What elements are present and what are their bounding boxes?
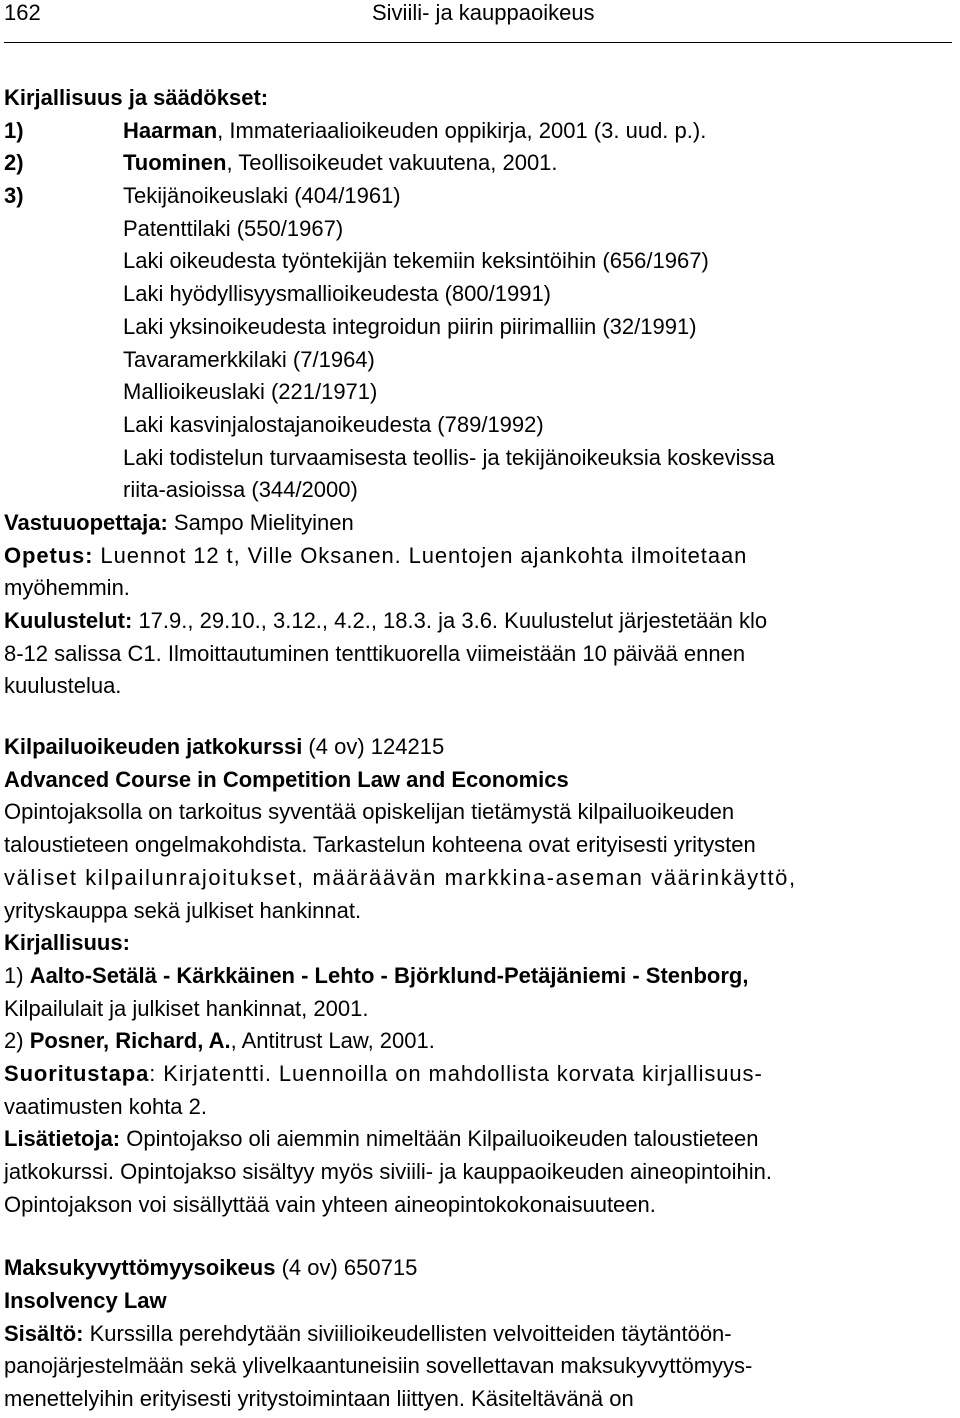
exams-text: 17.9., 29.10., 3.12., 4.2., 18.3. ja 3.6. Kuulustelut järjestetään klo <box>132 608 768 633</box>
completion-text-cont: vaatimusten kohta 2. <box>4 1093 208 1119</box>
law-item: Laki oikeudesta työntekijän tekemiin keksintöihin (656/1967) <box>123 248 709 274</box>
course-title: Maksukyvyttömyysoikeus <box>4 1255 276 1281</box>
content-label: Sisältö: <box>4 1320 84 1346</box>
reference-number: 2) <box>4 150 24 176</box>
course-description: Opintojaksolla on tarkoitus syventää opiskelijan tietämystä kilpailuoikeuden <box>4 799 735 825</box>
course-english-title: Insolvency Law <box>4 1288 167 1314</box>
reference-3 <box>4 180 956 213</box>
literature-heading: Kirjallisuus ja säädökset: <box>4 85 269 110</box>
law-item: Tavaramerkkilaki (7/1964) <box>123 346 375 372</box>
header-rule <box>4 42 952 43</box>
law-item: Mallioikeuslaki (221/1971) <box>123 379 378 405</box>
teaching-info <box>4 540 956 573</box>
content-text-cont: menettelyihin erityisesti yritystoimintaan liittyen. Käsiteltävänä on <box>4 1386 634 1412</box>
reference-title: Kilpailulait ja julkiset hankinnat, 2001. <box>4 995 369 1021</box>
content-text: Kurssilla perehdytään siviilioikeudellisten velvoitteiden täytäntöön- <box>83 1320 732 1346</box>
reference-2 <box>4 147 956 180</box>
course-description: yrityskauppa sekä julkiset hankinnat. <box>4 897 362 923</box>
teaching-label: Opetus: <box>4 542 94 568</box>
completion-text: : Kirjatentti. Luennoilla on mahdollista korvata kirjallisuus- <box>149 1060 763 1086</box>
completion-info <box>4 1058 956 1091</box>
course-title-line <box>4 1252 956 1285</box>
course-title: Kilpailuoikeuden jatkokurssi <box>4 734 303 760</box>
exams-text-cont: 8-12 salissa C1. Ilmoittautuminen tenttikuorella viimeistään 10 päivää ennen <box>4 640 746 666</box>
reference-author: Haarman <box>123 117 218 143</box>
reference-number: 3) <box>4 183 24 209</box>
reference-2 <box>4 1025 956 1058</box>
reference-text: , Immateriaalioikeuden oppikirja, 2001 (3. uud. p.). <box>217 117 707 143</box>
info-text-cont: jatkokurssi. Opintojakso sisältyy myös siviili- ja kauppaoikeuden aineopintoihin. <box>4 1159 772 1184</box>
law-item: Laki hyödyllisyysmallioikeudesta (800/1991) <box>123 281 552 307</box>
course-description: väliset kilpailunrajoitukset, määräävän markkina-aseman väärinkäyttö, <box>4 864 797 890</box>
reference-text: , Antitrust Law, 2001. <box>230 1028 435 1054</box>
teaching-text: Luennot 12 t, Ville Oksanen. Luentojen ajankohta ilmoitetaan <box>93 542 748 568</box>
page-header <box>4 0 954 44</box>
page-body <box>4 82 956 1416</box>
exams-label: Kuulustelut: <box>4 608 133 633</box>
reference-authors: Aalto-Setälä - Kärkkäinen - Lehto - Björklund-Petäjäniemi - Stenborg, <box>29 962 749 988</box>
law-item: Patenttilaki (550/1967) <box>123 215 344 241</box>
course-title-line <box>4 731 956 764</box>
reference-1 <box>4 115 956 148</box>
law-item: Tekijänoikeuslaki (404/1961) <box>123 183 401 209</box>
completion-label: Suoritustapa <box>4 1060 150 1086</box>
reference-author: Posner, Richard, A. <box>29 1028 231 1054</box>
page-number: 162 <box>4 0 41 25</box>
content-info <box>4 1318 956 1351</box>
law-item: riita-asioissa (344/2000) <box>123 477 358 503</box>
info-label: Lisätietoja: <box>4 1126 121 1152</box>
reference-number: 2) <box>4 1028 30 1054</box>
teacher-value: Sampo Mielityinen <box>167 509 354 535</box>
course-description: taloustieteen ongelmakohdista. Tarkastelun kohteena ovat erityisesti yritysten <box>4 832 756 858</box>
additional-info <box>4 1123 956 1156</box>
reference-number: 1) <box>4 117 24 143</box>
info-text-cont: Opintojakson voi sisällyttää vain yhteen aineopintokokonaisuuteen. <box>4 1191 656 1217</box>
content-text-cont: panojärjestelmään sekä ylivelkaantuneisiin sovellettavan maksukyvyttömyys- <box>4 1353 753 1379</box>
info-text: Opintojakso oli aiemmin nimeltään Kilpailuoikeuden taloustieteen <box>120 1126 759 1152</box>
law-item: Laki yksinoikeudesta integroidun piirin piirimalliin (32/1991) <box>123 313 697 339</box>
literature-label: Kirjallisuus: <box>4 930 130 956</box>
course-credits-code: (4 ov) 124215 <box>302 734 445 760</box>
running-title: Siviili- ja kauppaoikeus <box>372 0 595 25</box>
course-english-title: Advanced Course in Competition Law and Economics <box>4 766 569 792</box>
course-credits-code: (4 ov) 650715 <box>275 1255 418 1281</box>
law-item: Laki kasvinjalostajanoikeudesta (789/1992) <box>123 411 544 437</box>
reference-text: , Teollisoikeudet vakuutena, 2001. <box>226 150 558 176</box>
teaching-text-cont: myöhemmin. <box>4 575 130 601</box>
reference-number: 1) <box>4 962 30 988</box>
responsible-teacher <box>4 507 956 540</box>
reference-1 <box>4 960 956 993</box>
reference-author: Tuominen <box>123 150 227 176</box>
teacher-label: Vastuuopettaja: <box>4 509 168 535</box>
law-item: Laki todistelun turvaamisesta teollis- ja tekijänoikeuksia koskevissa <box>123 444 775 470</box>
exams-text-cont: kuulustelua. <box>4 673 122 699</box>
exams-info <box>4 605 956 638</box>
